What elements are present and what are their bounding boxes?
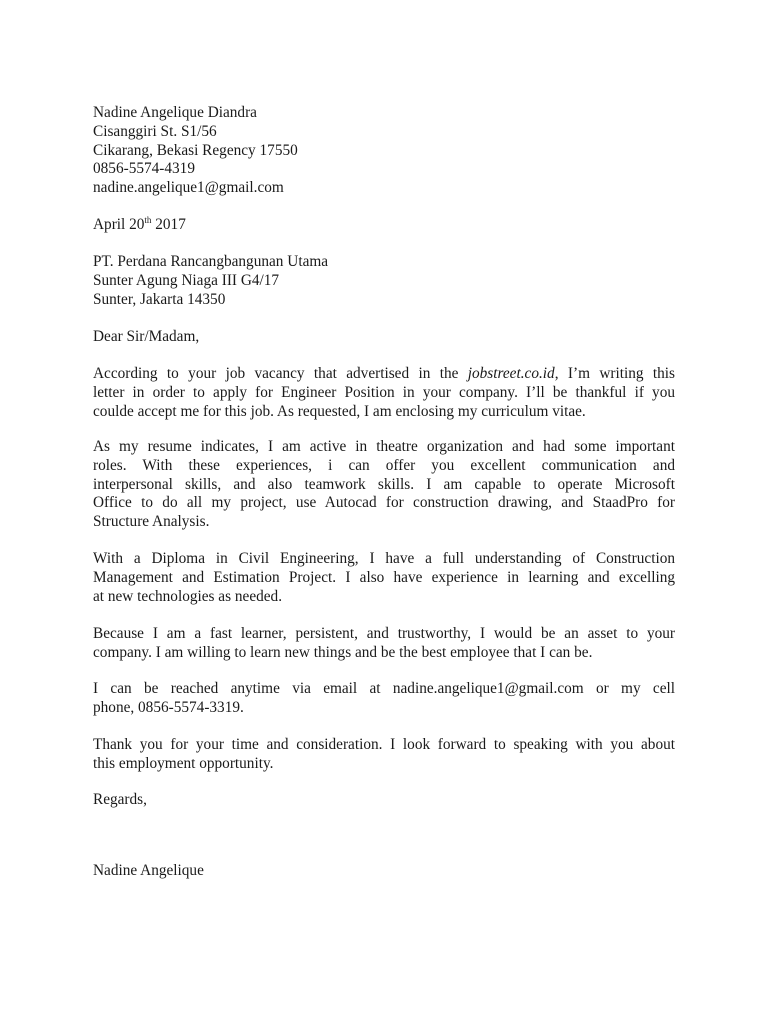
paragraph-line: at new technologies as needed. xyxy=(93,587,283,605)
job-site-name: jobstreet.co.id xyxy=(467,365,555,382)
paragraph-line: this employment opportunity. xyxy=(93,754,274,772)
paragraph-thanks xyxy=(93,736,675,774)
paragraph-line: phone, 0856-5574-3319. xyxy=(93,698,244,716)
date-suffix: th xyxy=(144,215,152,225)
paragraph-line: coulde accept me for this job. As requested, I am enclosing my curriculum vitae. xyxy=(93,402,586,420)
paragraph-line: Thank you for your time and consideration. I look forward to speaking with you about xyxy=(93,736,675,753)
paragraph-contact xyxy=(93,680,675,718)
sender-email: nadine.angelique1@gmail.com xyxy=(93,179,284,197)
recipient-address-block xyxy=(93,253,675,309)
sender-street: Cisanggiri St. S1/56 xyxy=(93,122,217,140)
signature-name: Nadine Angelique xyxy=(93,862,204,879)
paragraph-line: roles. With these experiences, i can offer you excellent communication and xyxy=(93,456,675,474)
recipient-city: Sunter, Jakarta 14350 xyxy=(93,290,226,308)
paragraph-line: letter in order to apply for Engineer Position in your company. I’ll be thankful if you xyxy=(93,383,675,401)
paragraph-education xyxy=(93,550,675,606)
recipient-street: Sunter Agung Niaga III G4/17 xyxy=(93,271,280,289)
salutation: Dear Sir/Madam, xyxy=(93,328,200,345)
recipient-company: PT. Perdana Rancangbangunan Utama xyxy=(93,253,329,270)
sender-address-block xyxy=(93,104,675,198)
paragraph-application xyxy=(93,365,675,421)
paragraph-line: I can be reached anytime via email at nadine.angelique1@gmail.com or my cell xyxy=(93,680,675,697)
letter-date xyxy=(93,216,675,235)
paragraph-line: interpersonal skills, and also teamwork skills. I am capable to operate Microsoft xyxy=(93,475,675,493)
paragraph-line: Office to do all my project, use Autocad for construction drawing, and StaadPro for xyxy=(93,494,675,512)
sender-name: Nadine Angelique Diandra xyxy=(93,104,257,121)
sender-city: Cikarang, Bekasi Regency 17550 xyxy=(93,141,298,159)
paragraph-line: company. I am willing to learn new things and be the best employee that I can be. xyxy=(93,643,593,661)
paragraph-line: As my resume indicates, I am active in theatre organization and had some important xyxy=(93,438,675,455)
paragraph-line: Structure Analysis. xyxy=(93,513,210,531)
date-year: 2017 xyxy=(151,216,186,233)
sender-phone: 0856-5574-4319 xyxy=(93,160,195,178)
date-month-day: April 20 xyxy=(93,216,145,233)
closing: Regards, xyxy=(93,791,147,808)
paragraph-line: With a Diploma in Civil Engineering, I have a full understanding of Construction xyxy=(93,550,675,567)
paragraph-qualities xyxy=(93,625,675,663)
paragraph-line: Because I am a fast learner, persistent, and trustworthy, I would be an asset to your xyxy=(93,625,675,642)
paragraph-line: Management and Estimation Project. I also have experience in learning and excelling xyxy=(93,568,675,586)
paragraph-experience xyxy=(93,438,675,532)
paragraph-line: According to your job vacancy that advertised in the jobstreet.co.id, I’m writing this xyxy=(93,365,675,382)
